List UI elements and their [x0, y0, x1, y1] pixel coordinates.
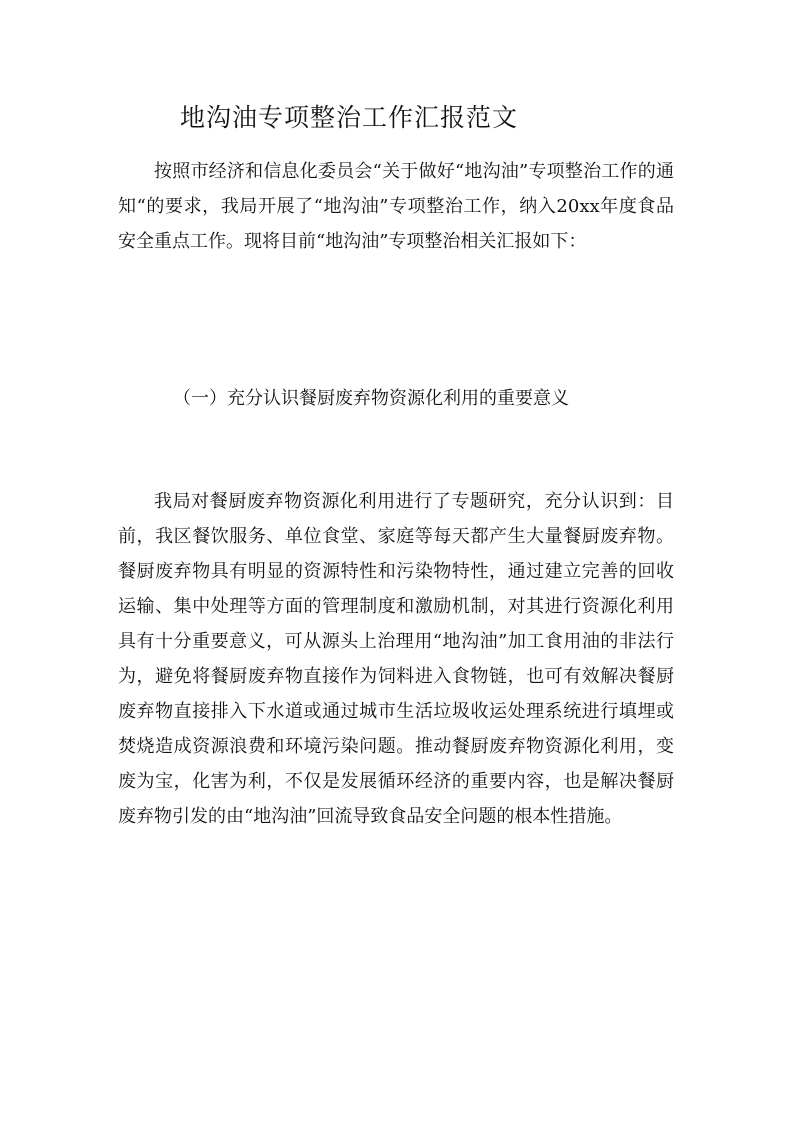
- intro-paragraph: 按照市经济和信息化委员会“关于做好“地沟油”专项整治工作的通知“的要求，我局开展了“地沟油”专项整治工作，纳入20xx年度食品安全重点工作。现将目前“地沟油”专项整治相关汇报如下：: [118, 161, 674, 252]
- section-body-paragraph: 我局对餐厨废弃物资源化利用进行了专题研究，充分认识到：目前，我区餐饮服务、单位食堂、家庭等每天都产生大量餐厨废弃物。餐厨废弃物具有明显的资源特性和污染物特性，通过建立完善的回收运输、集中处理等方面的管理制度和激励机制，对其进行资源化利用具有十分重要意义，可从源头上治理用“地沟油”加工食用油的非法行为，避免将餐厨废弃物直接作为饲料进入食物链，也可有效解决餐厨废弃物直接排入下水道或通过城市生活垃圾收运处理系统进行填埋或焚烧造成资源浪费和环境污染问题。推动餐厨废弃物资源化利用，变废为宝，化害为利，不仅是发展循环经济的重要内容，也是解决餐厨废弃物引发的由“地沟油”回流导致食品安全问题的根本性措施。: [118, 491, 674, 827]
- section-heading: （一）充分认识餐厨废弃物资源化利用的重要意义: [173, 388, 569, 409]
- document-title: 地沟油专项整治工作汇报范文: [180, 103, 519, 132]
